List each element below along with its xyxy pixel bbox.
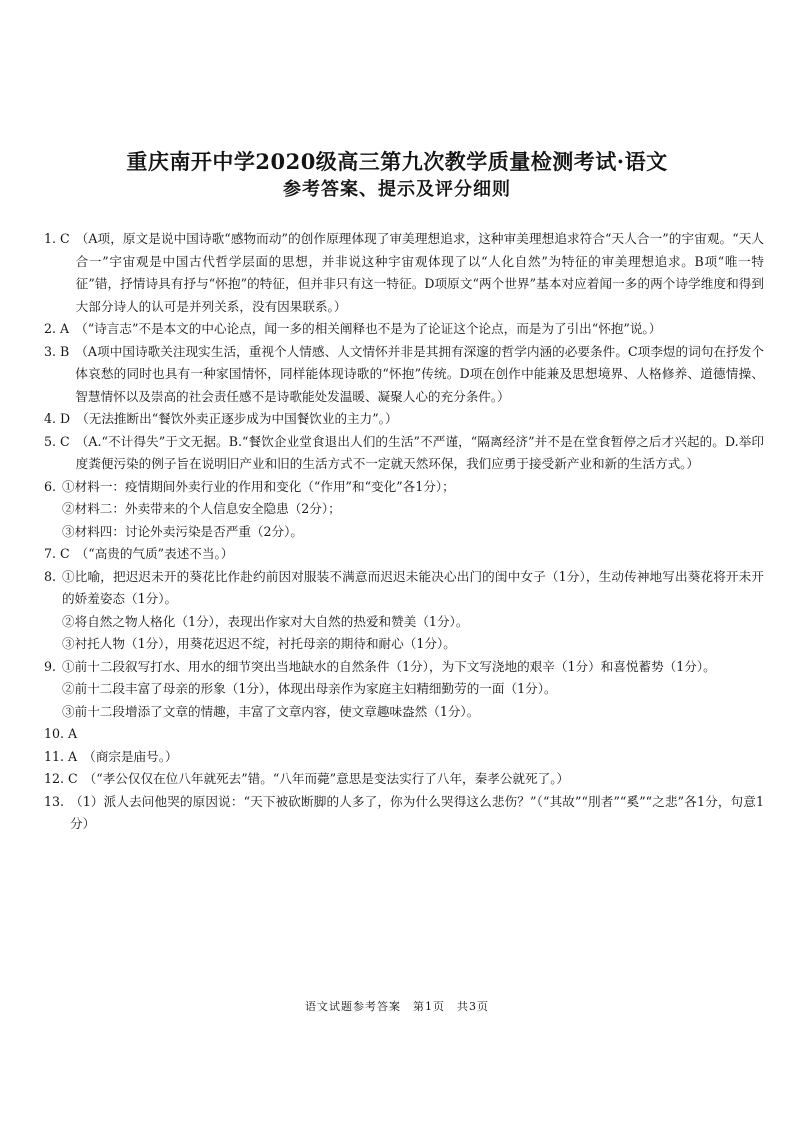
answer-number: 6.	[44, 478, 57, 494]
page-footer: 语文试题参考答案 第1页 共3页	[305, 1000, 489, 1013]
answer-item-3	[44, 341, 764, 409]
answer-item-8	[44, 566, 764, 611]
answer-number: 2. A	[44, 321, 70, 336]
answer-point: ①比喻，把迟迟未开的葵花比作赴约前因对服装不满意而迟迟未能决心出门的闺中女子（1分），生动传神地写出葵花将开未开的娇羞姿态（1分）。	[62, 568, 764, 606]
answer-number: 10. A	[44, 726, 78, 741]
answer-point: ①材料一：疫情期间外卖行业的作用和变化（“作用”和“变化”各1分）；	[62, 478, 455, 494]
answer-number: 13.	[44, 793, 65, 809]
answer-item-9	[44, 656, 764, 679]
answer-item-11	[44, 746, 764, 769]
answer-item-12	[44, 768, 764, 791]
answer-item-2	[44, 318, 764, 341]
answer-number: 4. D	[44, 411, 71, 426]
answer-list	[44, 228, 764, 836]
answer-item-10	[44, 723, 764, 746]
answer-item-7	[44, 543, 764, 566]
answer-item-6	[44, 476, 764, 499]
answer-point: ③衬托人物（1分），用葵花迟迟不绽，衬托母亲的期待和耐心（1分）。	[62, 636, 456, 651]
answer-item-1	[44, 228, 764, 318]
answer-point: ①前十二段叙写打水、用水的细节突出当地缺水的自然条件（1分），为下文写浇地的艰辛（1分）和喜悦蓄势（1分）。	[62, 658, 716, 674]
answer-point: ②材料二：外卖带来的个人信息安全隐患（2分）；	[62, 501, 341, 516]
answer-explanation: （A项中国诗歌关注现实生活，重视个人情感、人文情怀并非是其拥有深邃的哲学内涵的必要条件。C项李煜的词句在抒发个体哀愁的同时也具有一种家国情怀，同样能体现诗歌的“怀抱”传统。D项在创作中能兼及思想境界、人格修养、道德情操、智慧情怀以及崇高的社会责任感不是诗歌能处发温暖、凝聚人心的充分条件。）	[75, 343, 764, 404]
answer-explanation: （商宗是庙号。）	[83, 748, 178, 764]
answer-item-4	[44, 408, 764, 431]
answer-item-13	[44, 791, 764, 836]
answer-explanation: （“孝公仅仅在位八年就死去”错。“八年而薨”意思是变法实行了八年，秦孝公就死了。）	[83, 771, 570, 786]
page-title: 重庆南开中学2020级高三第九次教学质量检测考试·语文	[126, 149, 668, 174]
answer-number: 1. C	[44, 231, 70, 246]
answer-point: ③前十二段增添了文章的情趣，丰富了文章内容，使文章趣味盎然（1分）。	[62, 703, 480, 719]
answer-explanation: （A.“不计得失”于文无据。B.“餐饮企业堂食退出人们的生活”不严谨，“隔离经济”并不是在堂食暂停之后才兴起的。D.举印度粪便污染的例子旨在说明旧产业和旧的生活方式不一定就天然环保，我们应勇于接受新产业和新的生活方式。）	[75, 433, 764, 471]
answer-explanation: （“诗言志”不是本文的中心论点，闻一多的相关阐释也不是为了论证这个论点，而是为了引出“怀抱”说。）	[75, 321, 662, 336]
page-subtitle: 参考答案、提示及评分细则	[283, 179, 511, 200]
answer-number: 3. B	[44, 343, 70, 359]
answer-explanation: （1）派人去问他哭的原因说：“天下被砍断脚的人多了，你为什么哭得这么悲伤？”（“其故”“刖者”“奚”“之悲”各1分，句意1分）	[70, 793, 764, 831]
answer-number: 8.	[44, 568, 57, 584]
answer-number: 12. C	[44, 771, 78, 786]
answer-point: ②前十二段丰富了母亲的形象（1分），体现出母亲作为家庭主妇精细勤劳的一面（1分）。	[62, 681, 557, 696]
answer-explanation: （A项，原文是说中国诗歌“感物而动”的创作原理体现了审美理想追求，这种审美理想追求符合“天人合一”的宇宙观。“天人合一”宇宙观是中国古代哲学层面的思想，并非说这种宇宙观体现了以“人化自然”为特征的审美理想追求。B项“唯一特征”错，抒情诗具有抒与“怀抱”的特征，但并非只有这一特征。D项原文“两个世界”基本对应着闻一多的两个诗学维度和得到大部分诗人的认可是并列关系，没有因果联系。）	[75, 231, 764, 314]
answer-item-5	[44, 431, 764, 476]
answer-point: ③材料四：讨论外卖污染是否严重（2分）。	[62, 523, 303, 539]
answer-number: 11. A	[44, 748, 78, 764]
answer-explanation: （无法推断出“餐饮外卖正逐步成为中国餐饮业的主力”。）	[76, 411, 398, 426]
answer-explanation: （“高贵的气质”表述不当。）	[75, 546, 234, 561]
answer-number: 5. C	[44, 433, 70, 449]
answer-point: ②将自然之物人格化（1分），表现出作家对大自然的热爱和赞美（1分）。	[62, 613, 469, 629]
answer-number: 9.	[44, 658, 57, 674]
answer-number: 7. C	[44, 546, 70, 561]
